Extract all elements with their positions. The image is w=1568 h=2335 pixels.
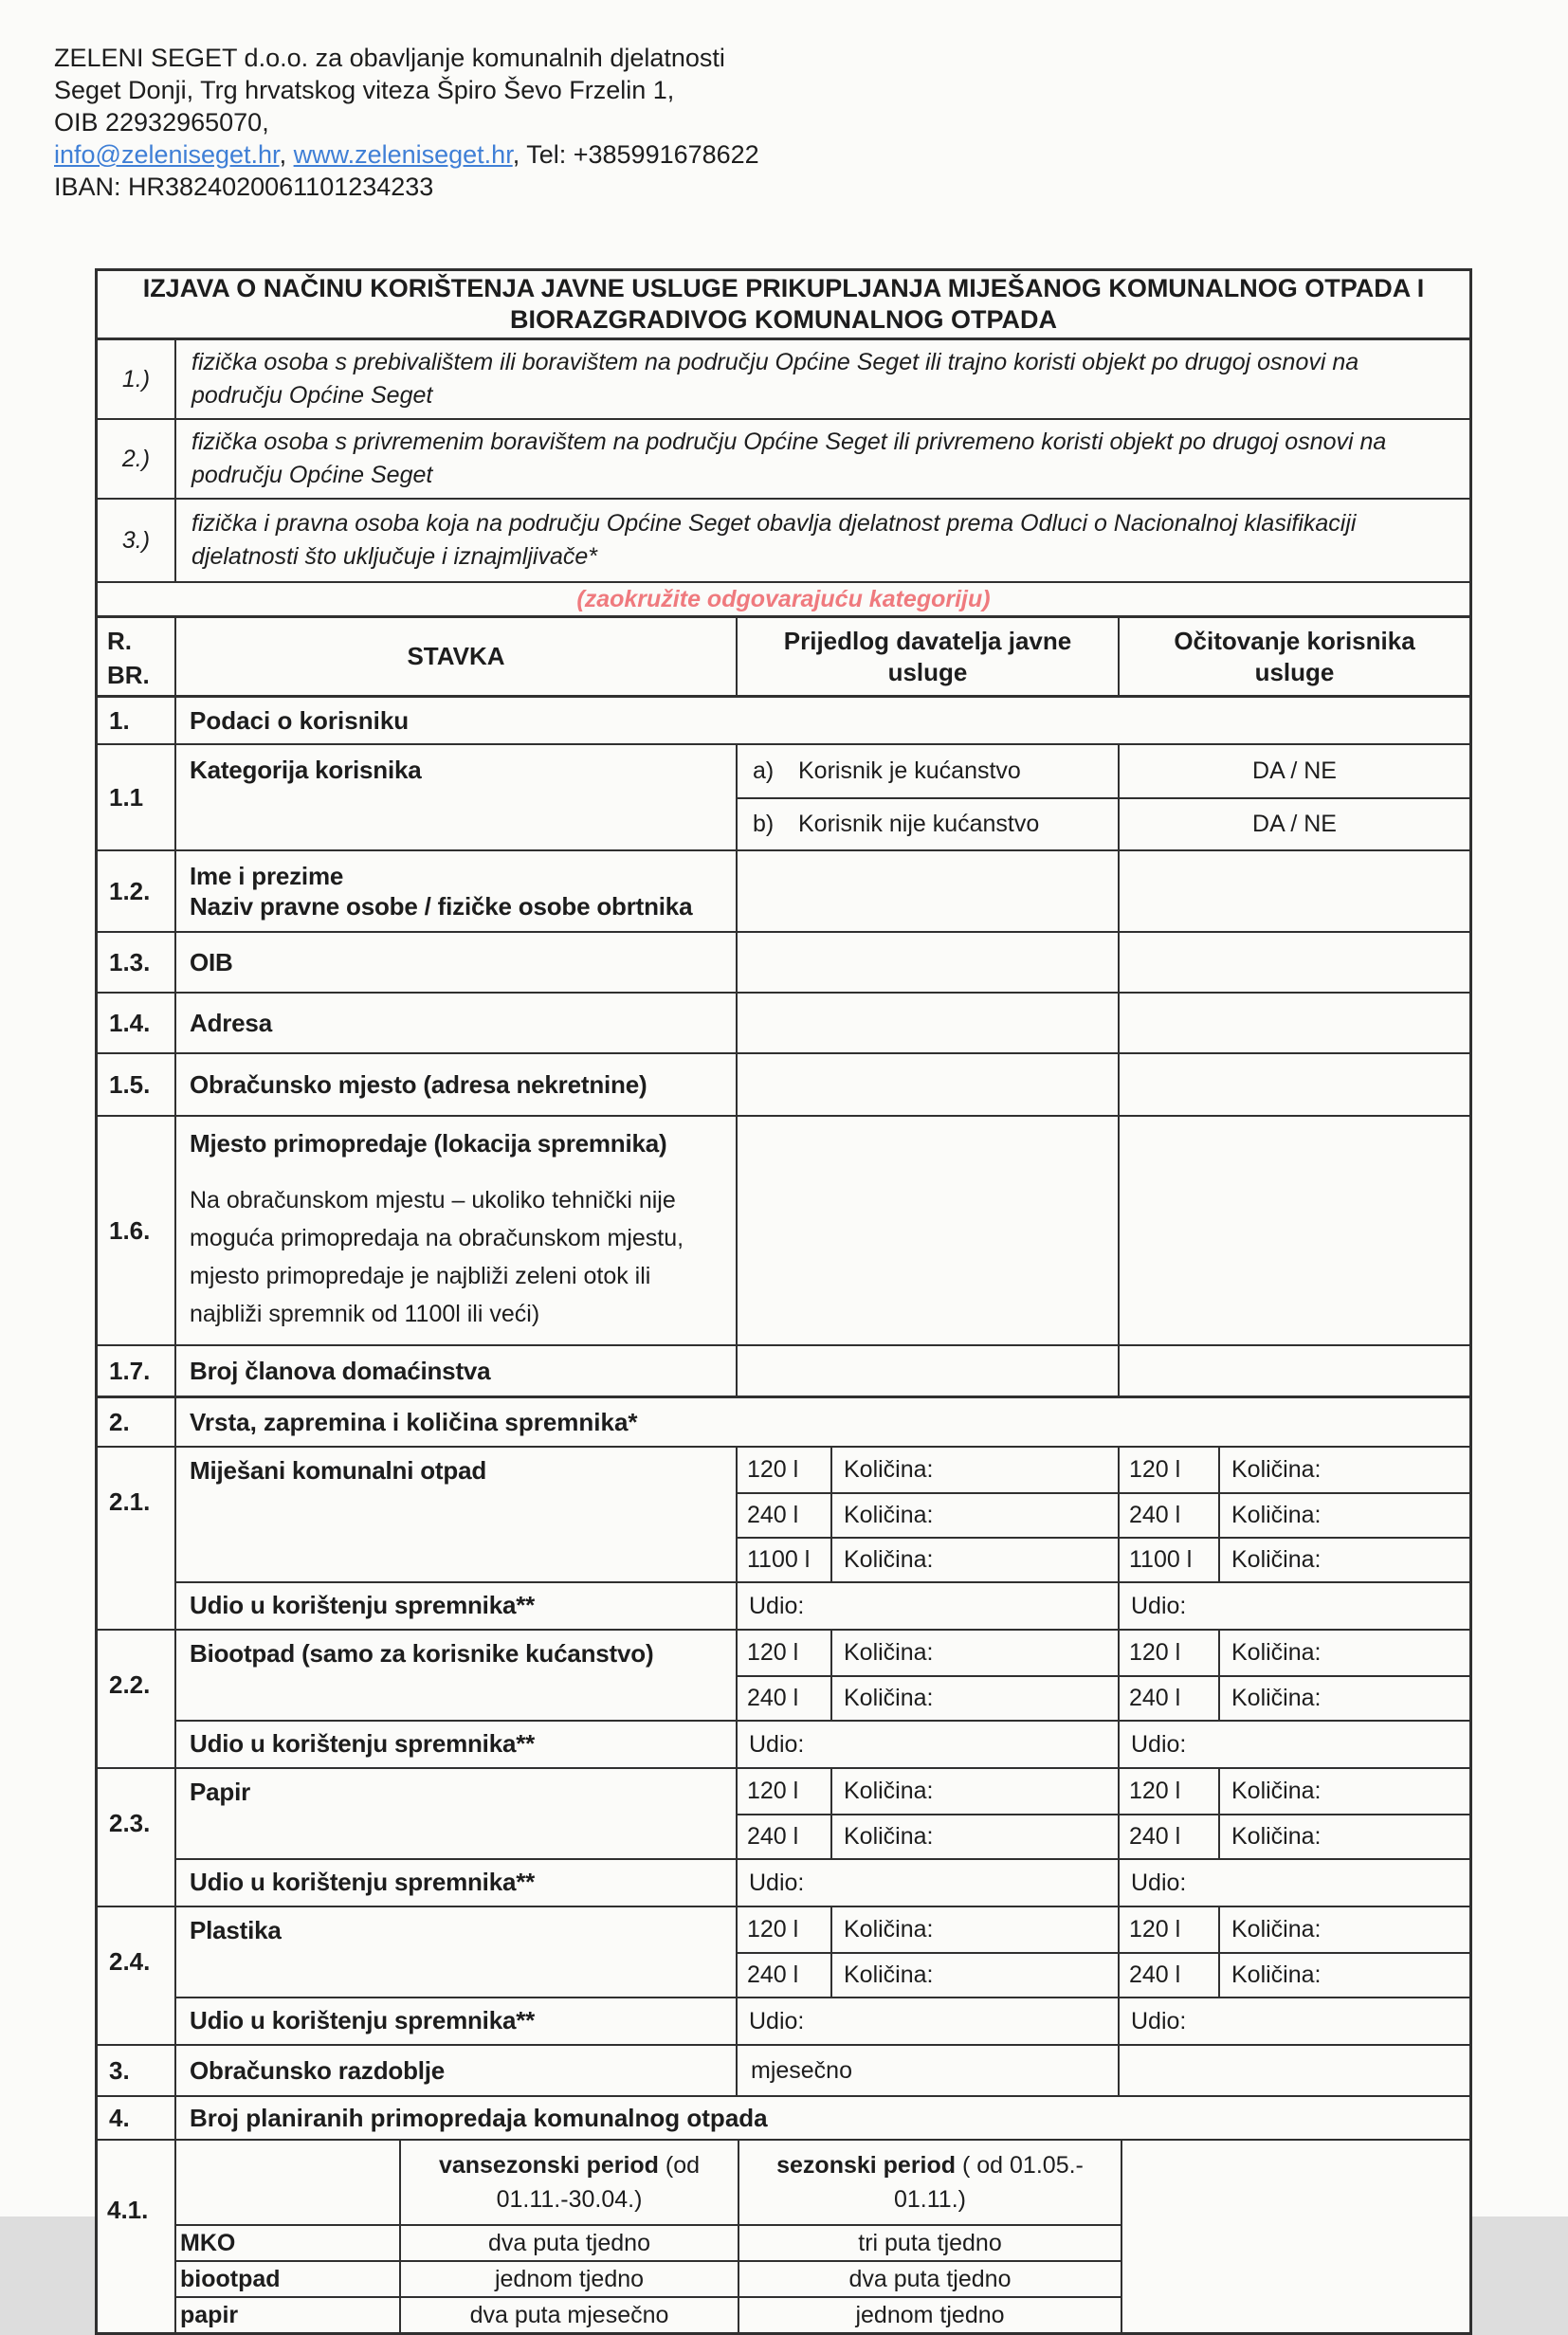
user-input-cell <box>1120 1346 1469 1396</box>
share-provider: Udio: <box>738 1722 1120 1767</box>
quantity-label: Količina: <box>1231 1456 1322 1483</box>
size-row <box>738 1769 1469 1814</box>
row-3-billing-period <box>98 2046 1469 2097</box>
row-4-planned-handover <box>98 2097 1469 2141</box>
share-row <box>176 1858 1469 1906</box>
user-input-cell <box>1120 2046 1469 2095</box>
quantity-label: Količina: <box>832 1815 1120 1858</box>
share-row <box>176 1997 1469 2044</box>
user-input-cell <box>1121 2141 1469 2332</box>
user-input-cell <box>1120 1117 1469 1344</box>
row-1-5-billing-place <box>98 1054 1469 1117</box>
company-oib-line: OIB 22932965070, <box>54 108 269 137</box>
quantity-label: Količina: <box>832 1448 1120 1492</box>
provider-input-cell <box>738 851 1120 931</box>
row-label: Ime i prezime Naziv pravne osobe / fizičke osobe obrtnika <box>176 851 738 931</box>
season-frequency: tri puta tjedno <box>858 2229 1002 2256</box>
row-2-4-plastic <box>98 1907 1469 2046</box>
row-label: Obračunsko mjesto (adresa nekretnine) <box>176 1054 738 1115</box>
share-label: Udio u korištenju spremnika** <box>176 1583 738 1629</box>
waste-type-label: Biootpad (samo za korisnike kućanstvo) <box>176 1631 738 1720</box>
schedule-row-mko <box>176 2224 1121 2260</box>
quantity-label: Količina: <box>1231 1823 1322 1850</box>
email-link[interactable]: info@zeleniseget.hr <box>54 140 280 169</box>
category-row-2 <box>98 420 1469 500</box>
block-content <box>176 1448 1469 1629</box>
row-number: 1.7. <box>98 1346 176 1396</box>
waste-stream-label: papir <box>176 2298 401 2332</box>
schedule-header-row <box>176 2141 1121 2224</box>
row-1-1-category <box>98 745 1469 851</box>
header-provider-proposal: Prijedlog davatelja javne usluge <box>738 618 1120 695</box>
size-row <box>738 1631 1469 1675</box>
off-season-header: vansezonski period (od 01.11.-30.04.) <box>401 2141 739 2224</box>
quantity-label: Količina: <box>832 1494 1120 1537</box>
separator-text: , <box>279 140 294 169</box>
quantity-label: Količina: <box>1231 1778 1322 1804</box>
row-number: 1.4. <box>98 994 176 1052</box>
season-frequency: dva puta tjedno <box>848 2265 1012 2292</box>
off-season-frequency: dva puta tjedno <box>401 2226 739 2260</box>
provider-input-cell <box>738 1346 1120 1396</box>
sizes-area <box>176 1907 1469 1997</box>
user-input-cell <box>1120 994 1469 1052</box>
sizes-grid <box>738 1769 1469 1858</box>
company-address-line: Seget Donji, Trg hrvatskog viteza Špiro Ševo Frzelin 1, <box>54 76 675 104</box>
season-frequency: jednom tjedno <box>855 2301 1005 2328</box>
provider-input-cell <box>738 994 1120 1052</box>
option-a-row <box>738 745 1469 797</box>
size-row <box>738 1952 1469 1997</box>
waste-stream-label: MKO <box>176 2226 401 2260</box>
row-1-6-handover-place <box>98 1117 1469 1346</box>
option-b-text: Korisnik nije kućanstvo <box>798 811 1040 837</box>
phone-text: , Tel: +385991678622 <box>512 140 759 169</box>
quantity-label: Količina: <box>832 1677 1120 1720</box>
share-label: Udio u korištenju spremnika** <box>176 1722 738 1767</box>
option-b-answer: DA / NE <box>1252 811 1337 837</box>
header-item: STAVKA <box>176 618 738 695</box>
company-name-line: ZELENI SEGET d.o.o. za obavljanje komunalnih djelatnosti <box>54 44 725 72</box>
container-size: 240 l <box>738 1815 832 1858</box>
handover-note: Na obračunskom mjestu – ukoliko tehnički nije moguća primopredaja na obračunskom mjestu, mjesto primopredaje je najbliži zeleni otok ili najbliži spremnik od 1100l ili veći) <box>190 1187 684 1327</box>
company-contact-line <box>54 138 759 171</box>
schedule-table <box>176 2141 1121 2332</box>
table-header-row <box>98 618 1469 698</box>
container-size: 120 l <box>1120 1631 1220 1675</box>
share-user: Udio: <box>1131 1869 1187 1896</box>
quantity-label: Količina: <box>1231 1916 1322 1943</box>
row-number: 2.3. <box>98 1769 176 1906</box>
form-title: IZJAVA O NAČINU KORIŠTENJA JAVNE USLUGE PRIKUPLJANJA MIJEŠANOG KOMUNALNOG OTPADA I BIORAZGRADIVOG KOMUNALNOG OTPADA <box>98 271 1469 340</box>
section-label: Podaci o korisniku <box>190 705 410 735</box>
quantity-label: Količina: <box>832 1907 1120 1952</box>
share-provider: Udio: <box>738 1583 1120 1629</box>
user-input-cell <box>1120 1054 1469 1115</box>
size-row <box>738 1537 1469 1581</box>
row-label: OIB <box>176 933 738 992</box>
row-2-3-paper <box>98 1769 1469 1907</box>
sizes-grid <box>738 1631 1469 1720</box>
row-4-1-schedule <box>98 2141 1469 2332</box>
container-size: 240 l <box>738 1677 832 1720</box>
share-row <box>176 1581 1469 1629</box>
provider-input-cell <box>738 1054 1120 1115</box>
category-row-3 <box>98 500 1469 583</box>
declaration-form <box>95 268 1472 2335</box>
container-size: 120 l <box>1120 1448 1220 1492</box>
share-provider: Udio: <box>738 1998 1120 2044</box>
category-number: 1.) <box>98 340 176 418</box>
size-row <box>738 1907 1469 1952</box>
row-label <box>176 1117 738 1344</box>
row-number: 1.1 <box>98 745 176 849</box>
provider-input-cell <box>738 933 1120 992</box>
quantity-label: Količina: <box>832 1539 1120 1581</box>
season-header: sezonski period ( od 01.05.- 01.11.) <box>776 2152 1084 2213</box>
share-user: Udio: <box>1131 1592 1187 1619</box>
quantity-label: Količina: <box>832 1769 1120 1814</box>
row-number: 2.2. <box>98 1631 176 1767</box>
letterhead <box>54 42 759 203</box>
container-size: 120 l <box>738 1448 832 1492</box>
sizes-grid <box>738 1907 1469 1997</box>
quantity-label: Količina: <box>832 1631 1120 1675</box>
container-size: 120 l <box>738 1769 832 1814</box>
share-label: Udio u korištenju spremnika** <box>176 1860 738 1906</box>
sizes-area <box>176 1769 1469 1858</box>
row-1-4-address <box>98 994 1469 1054</box>
row-number: 1.5. <box>98 1054 176 1115</box>
quantity-label: Količina: <box>1231 1639 1322 1666</box>
schedule-row-biowaste <box>176 2260 1121 2296</box>
category-options <box>738 745 1469 849</box>
row-number: 2.1. <box>98 1448 176 1629</box>
row-1-3-oib <box>98 933 1469 994</box>
share-label: Udio u korištenju spremnika** <box>176 1998 738 2044</box>
row-number: 2. <box>98 1398 176 1446</box>
block-content <box>176 1631 1469 1767</box>
block-content <box>176 1907 1469 2044</box>
row-label: Broj članova domaćinstva <box>176 1346 738 1396</box>
category-text: fizička i pravna osoba koja na području Općine Seget obavlja djelatnost prema Odluci o Nacionalnoj klasifikaciji djelatnosti što uključuje i iznajmljivače* <box>191 510 1357 570</box>
row-1-7-household-members <box>98 1346 1469 1398</box>
sizes-area <box>176 1631 1469 1720</box>
waste-stream-label: biootpad <box>176 2262 401 2296</box>
container-size: 240 l <box>1120 1677 1220 1720</box>
size-row <box>738 1814 1469 1858</box>
option-a-text: Korisnik je kućanstvo <box>798 757 1021 784</box>
category-text: fizička osoba s prebivalištem ili boravištem na području Općine Seget ili trajno koristi objekt po drugoj osnovi na području Općine Seget <box>191 349 1359 409</box>
waste-type-label: Papir <box>176 1769 738 1858</box>
row-2-1-mixed-waste <box>98 1448 1469 1631</box>
category-number: 3.) <box>98 500 176 581</box>
option-a-answer: DA / NE <box>1252 757 1337 784</box>
option-a <box>738 745 1120 797</box>
share-user: Udio: <box>1131 1730 1187 1758</box>
row-number: 3. <box>98 2046 176 2095</box>
row-label: Obračunsko razdoblje <box>176 2046 738 2095</box>
row-1-2-name <box>98 851 1469 933</box>
provider-input-cell <box>738 1117 1120 1344</box>
waste-type-label: Miješani komunalni otpad <box>176 1448 738 1581</box>
section-label: Broj planiranih primopredaja komunalnog otpada <box>190 2103 768 2132</box>
size-row <box>738 1675 1469 1720</box>
category-number: 2.) <box>98 420 176 498</box>
row-number: 1. <box>98 698 176 743</box>
share-row <box>176 1720 1469 1767</box>
schedule-header-empty <box>176 2141 401 2224</box>
container-size: 1100 l <box>738 1539 832 1581</box>
row-number: 2.4. <box>98 1907 176 2044</box>
user-input-cell <box>1120 851 1469 931</box>
size-row <box>738 1492 1469 1537</box>
quantity-label: Količina: <box>1231 1502 1322 1528</box>
off-season-frequency: dva puta mjesečno <box>401 2298 739 2332</box>
handover-title: Mjesto primopredaje (lokacija spremnika) <box>190 1129 667 1158</box>
option-b-row <box>738 797 1469 849</box>
size-row <box>738 1448 1469 1492</box>
sizes-area <box>176 1448 1469 1581</box>
category-text: fizička osoba s privremenim boravištem na području Općine Seget ili privremeno koristi objekt po drugoj osnovi na području Općine Seget <box>191 429 1387 488</box>
row-label: Kategorija korisnika <box>176 745 738 849</box>
container-size: 240 l <box>738 1494 832 1537</box>
option-b <box>738 799 1120 849</box>
container-size: 120 l <box>1120 1907 1220 1952</box>
share-user: Udio: <box>1131 2007 1187 2034</box>
container-size: 240 l <box>1120 1954 1220 1997</box>
container-size: 240 l <box>738 1954 832 1997</box>
section-label: Vrsta, zapremina i količina spremnika* <box>190 1407 638 1436</box>
quantity-label: Količina: <box>1231 1961 1322 1988</box>
website-link[interactable]: www.zeleniseget.hr <box>293 140 513 169</box>
row-2-2-biowaste <box>98 1631 1469 1769</box>
share-provider: Udio: <box>738 1860 1120 1906</box>
option-a-mark: a) <box>753 757 775 784</box>
row-label: Adresa <box>176 994 738 1052</box>
quantity-label: Količina: <box>1231 1546 1322 1573</box>
row-number: 1.6. <box>98 1117 176 1344</box>
option-b-mark: b) <box>753 811 775 837</box>
waste-type-label: Plastika <box>176 1907 738 1997</box>
quantity-label: Količina: <box>1231 1685 1322 1711</box>
schedule-row-paper <box>176 2296 1121 2332</box>
container-size: 240 l <box>1120 1815 1220 1858</box>
container-size: 1100 l <box>1120 1539 1220 1581</box>
circle-category-note: (zaokružite odgovarajuću kategoriju) <box>98 583 1469 618</box>
container-size: 120 l <box>1120 1769 1220 1814</box>
user-input-cell <box>1120 933 1469 992</box>
category-row-1 <box>98 340 1469 420</box>
row-number: 1.2. <box>98 851 176 931</box>
billing-period-value: mjesečno <box>738 2046 1120 2095</box>
block-content <box>176 1769 1469 1906</box>
row-1-user-data <box>98 698 1469 745</box>
row-number: 4. <box>98 2097 176 2139</box>
container-size: 120 l <box>738 1631 832 1675</box>
row-2-containers <box>98 1398 1469 1448</box>
container-size: 120 l <box>738 1907 832 1952</box>
row-number: 4.1. <box>98 2141 176 2332</box>
header-row-number: R. BR. <box>98 618 176 695</box>
off-season-frequency: jednom tjedno <box>401 2262 739 2296</box>
company-iban-line: IBAN: HR3824020061101234233 <box>54 173 434 201</box>
quantity-label: Količina: <box>832 1954 1120 1997</box>
header-user-statement: Očitovanje korisnika usluge <box>1174 626 1415 686</box>
sizes-grid <box>738 1448 1469 1581</box>
row-number: 1.3. <box>98 933 176 992</box>
container-size: 240 l <box>1120 1494 1220 1537</box>
